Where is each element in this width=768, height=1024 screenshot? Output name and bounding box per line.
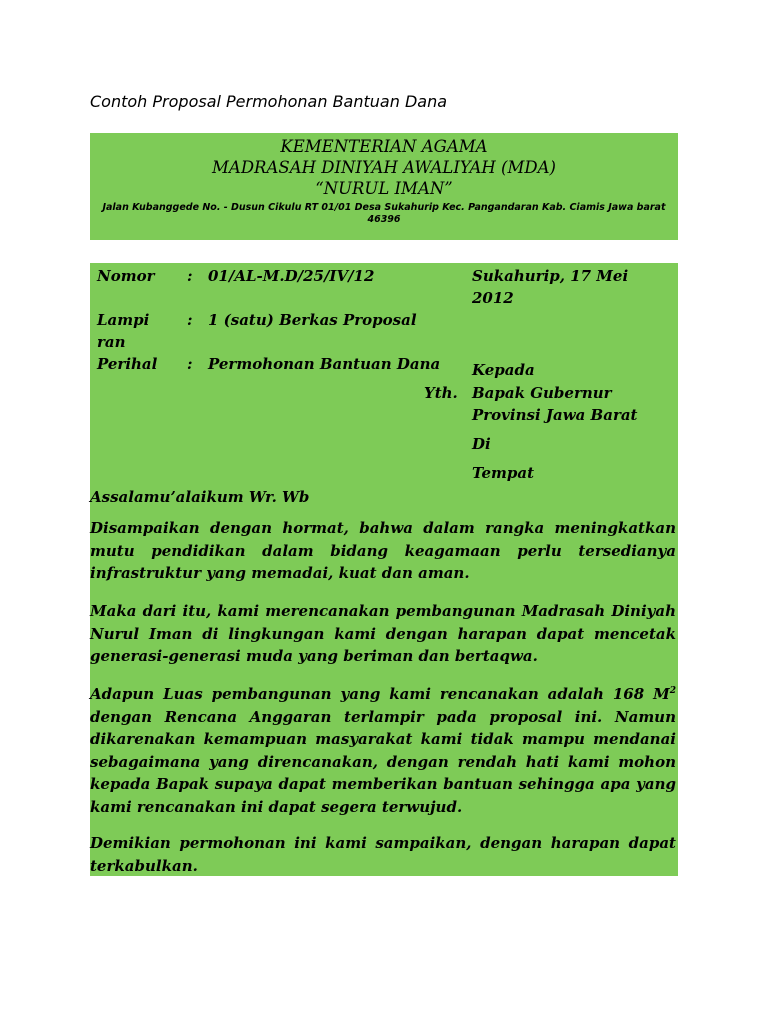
letterhead-school: MADRASAH DINIYAH AWALIYAH (MDA) — [212, 158, 556, 177]
letterhead-address: Jalan Kubanggede No. - Dusun Cikulu RT 01/01 Desa Sukahurip Kec. Pangandaran Kab. Ciamis Jawa barat 46396 — [102, 202, 666, 225]
salutation: Assalamu’alaikum Wr. Wb — [90, 488, 310, 506]
letter-date: Sukahurip, 17 Mei 2012 — [472, 267, 629, 307]
nomor-label: Nomor — [97, 267, 155, 285]
recipient-org: Provinsi Jawa Barat — [472, 406, 638, 424]
nomor-colon: : — [187, 267, 193, 285]
paragraph-3 — [90, 683, 676, 818]
lampiran-colon: : — [187, 311, 193, 329]
recipient-yth: Yth. — [424, 384, 458, 402]
paragraph-2: Maka dari itu, kami merencanakan pembangunan Madrasah Diniyah Nurul Iman di lingkungan kami dengan harapan dapat mencetak generasi-generasi muda yang beriman dan bertaqwa. — [90, 602, 676, 665]
paragraph-4: Demikian permohonan ini kami sampaikan, dengan harapan dapat terkabulkan. — [90, 834, 676, 875]
lampiran-value: 1 (satu) Berkas Proposal — [208, 311, 417, 329]
letterhead-school-name: “NURUL IMAN” — [315, 179, 453, 198]
recipient-kepada: Kepada — [472, 361, 535, 379]
paragraph-3-superscript: 2 — [669, 686, 676, 696]
nomor-value: 01/AL-M.D/25/IV/12 — [208, 267, 375, 285]
perihal-value: Permohonan Bantuan Dana — [208, 355, 441, 373]
letter-body — [90, 263, 678, 876]
letterhead-ministry: KEMENTERIAN AGAMA — [280, 137, 488, 156]
letterhead — [90, 133, 678, 240]
paragraph-1: Disampaikan dengan hormat, bahwa dalam rangka meningkatkan mutu pendidikan dalam bidang keagamaan perlu tersedianya infrastruktur yang memadai, kuat dan aman. — [90, 519, 676, 582]
lampiran-label: Lampiran — [97, 311, 150, 351]
paragraph-3-end: dengan Rencana Anggaran terlampir pada proposal ini. Namun dikarenakan kemampuan masyarakat kami tidak mampu mendanai sebagaimana yang direncanakan, dengan rendah hati kami mohon kepada Bapak supaya dapat memberikan bantuan sehingga apa yang kami rencanakan ini dapat segera terwujud. — [90, 707, 676, 816]
perihal-label: Perihal — [97, 355, 158, 373]
page-title: Contoh Proposal Permohonan Bantuan Dana — [90, 92, 448, 111]
recipient-name: Bapak Gubernur — [472, 384, 612, 402]
recipient-tempat: Tempat — [472, 464, 534, 482]
paragraph-3-start: Adapun Luas pembangunan yang kami rencanakan adalah 168 M — [90, 685, 670, 703]
perihal-colon: : — [187, 355, 193, 373]
recipient-di: Di — [472, 435, 491, 453]
